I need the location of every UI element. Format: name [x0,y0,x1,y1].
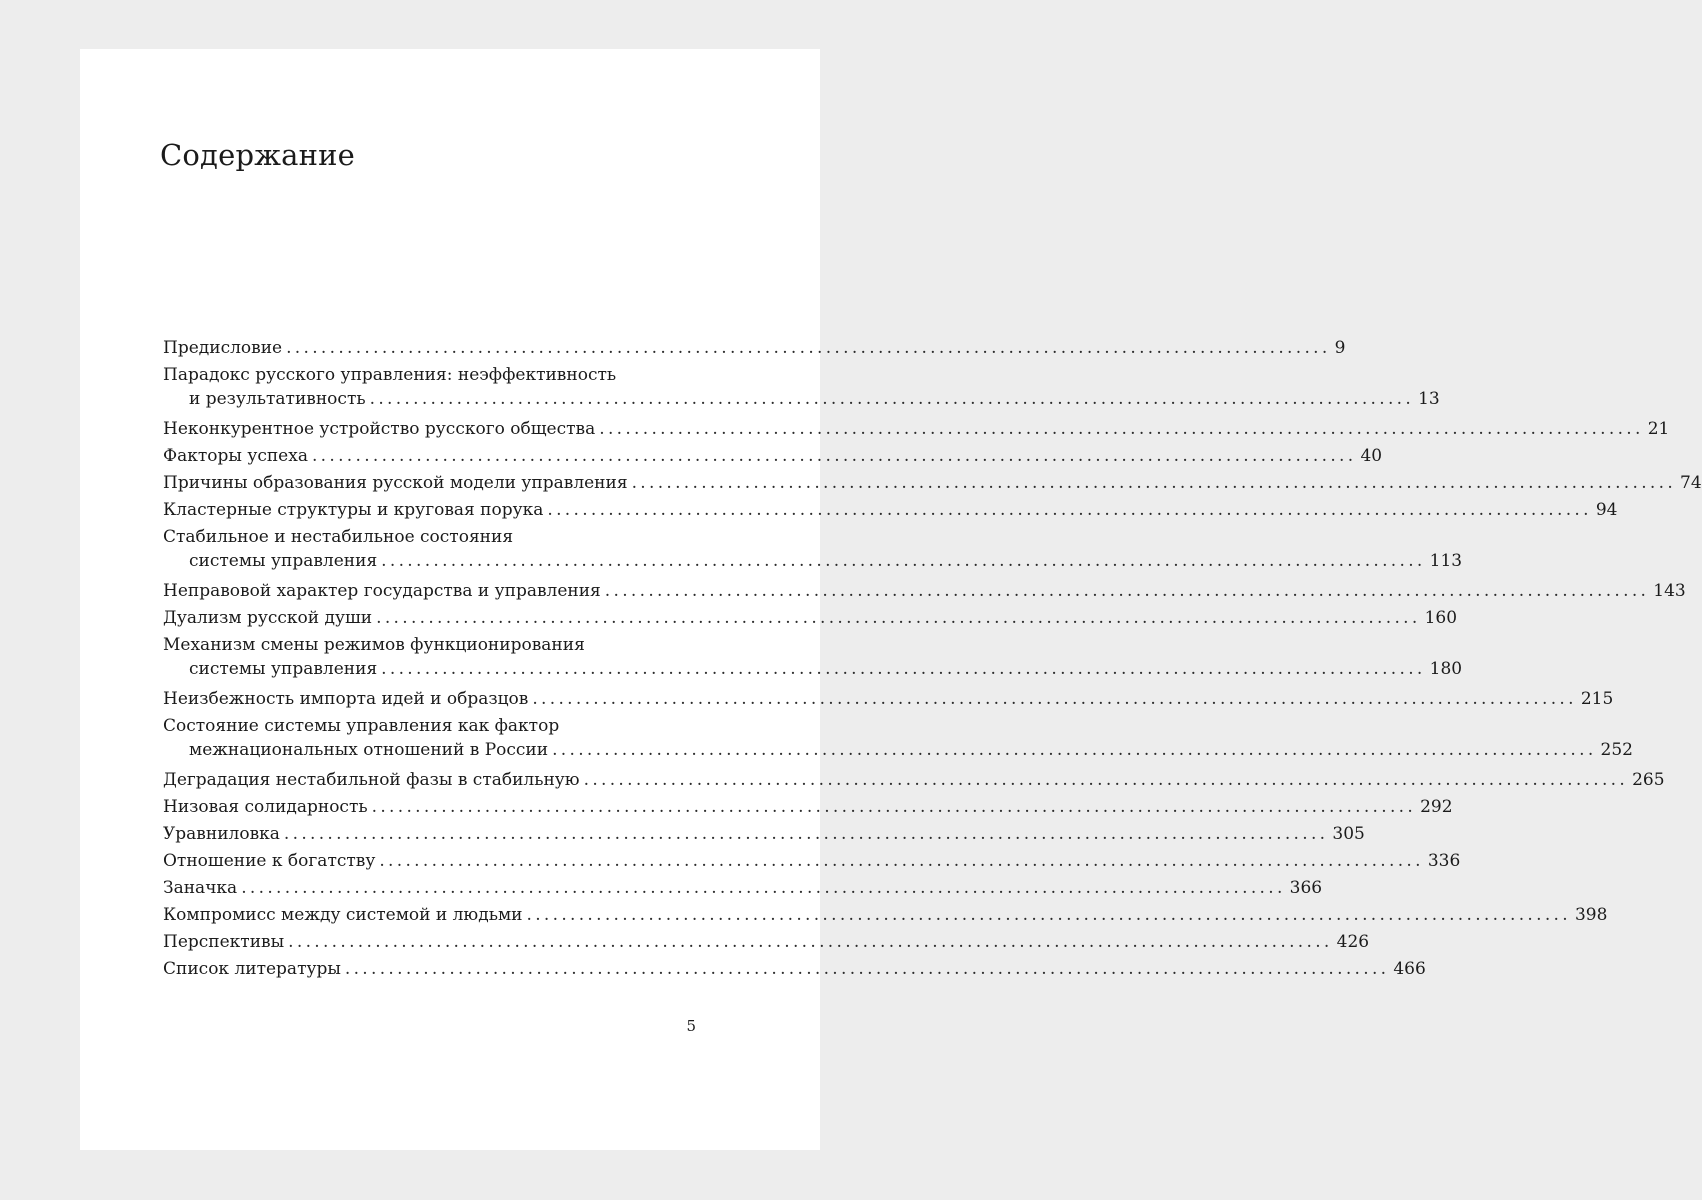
toc-entry-title: Заначка [163,878,238,898]
dot-leader: ........................................................................................................................ [381,659,1426,679]
toc-page-number: 74 [1680,473,1702,493]
dot-leader: ........................................................................................................................ [371,797,1417,817]
toc-entry-title: Парадокс русского управления: неэффективность [163,365,617,385]
toc-entry[interactable] [163,822,1365,846]
toc-entry[interactable] [163,633,1463,681]
toc-entry-title: Неизбежность импорта идей и образцов [163,689,529,709]
toc-entry-title: Причины образования русской модели управления [163,473,628,493]
toc-page-number: 466 [1393,959,1426,979]
toc-page-number: 21 [1647,419,1670,439]
toc-entry[interactable] [163,876,1323,900]
toc-entry[interactable] [163,795,1453,819]
toc-entry[interactable] [163,363,1440,411]
dot-leader: ........................................................................................................................ [604,581,1650,601]
dot-leader: ........................................................................................................................ [344,959,1390,979]
dot-leader: ........................................................................................................................ [286,338,1331,358]
toc-entry-title-continued: системы управления [189,551,378,571]
toc-page-number: 143 [1653,581,1686,601]
dot-leader: ........................................................................................................................ [311,446,1357,466]
toc-entry[interactable] [163,849,1461,873]
toc-page-number: 180 [1429,659,1463,679]
toc-page-number: 94 [1595,500,1618,520]
toc-entry-title: Отношение к богатству [163,851,376,871]
toc-entry[interactable] [163,525,1463,573]
toc-entry-title: Низовая солидарность [163,797,368,817]
toc-entry[interactable] [163,714,1633,762]
dot-leader: ........................................................................................................................ [552,740,1597,760]
toc-page-number: 160 [1424,608,1458,628]
dot-leader: ........................................................................................................................ [379,851,1424,871]
toc-entry[interactable] [163,471,1702,495]
toc-entry-title: Перспективы [163,932,285,952]
toc-entry-title: Дуализм русской души [163,608,373,628]
dot-leader: ........................................................................................................................ [376,608,1421,628]
toc-entry-title: Стабильное и нестабильное состояния [163,527,514,547]
table-of-contents [163,336,1702,984]
dot-leader: ........................................................................................................................ [547,500,1592,520]
toc-entry-title: Предисловие [163,338,283,358]
toc-entry[interactable] [163,930,1370,954]
toc-entry-title-continued: и результативность [189,389,366,409]
toc-entry[interactable] [163,336,1346,360]
page-title: Содержание [160,138,356,172]
toc-entry[interactable] [163,579,1686,603]
dot-leader: ........................................................................................................................ [369,389,1415,409]
toc-entry[interactable] [163,417,1670,441]
toc-page-number: 265 [1632,770,1665,790]
toc-entry[interactable] [163,606,1458,630]
toc-entry[interactable] [163,903,1608,927]
toc-page-number: 305 [1332,824,1365,844]
toc-page-number: 13 [1418,389,1440,409]
toc-entry-title-continued: системы управления [189,659,378,679]
toc-entry-title: Кластерные структуры и круговая порука [163,500,544,520]
toc-entry-title: Состояние системы управления как фактор [163,716,560,736]
toc-page-number: 336 [1427,851,1461,871]
toc-entry[interactable] [163,498,1618,522]
toc-entry-title: Компромисс между системой и людьми [163,905,523,925]
dot-leader: ........................................................................................................................ [599,419,1644,439]
toc-entry-title: Механизм смены режимов функционирования [163,635,585,655]
toc-entry[interactable] [163,444,1383,468]
dot-leader: ........................................................................................................................ [631,473,1677,493]
page-number-folio: 5 [686,1017,696,1035]
toc-page-number: 398 [1574,905,1608,925]
toc-page-number: 366 [1289,878,1323,898]
toc-entry[interactable] [163,957,1426,981]
toc-entry-title-continued: межнациональных отношений в России [189,740,549,760]
toc-entry-title: Неправовой характер государства и управления [163,581,601,601]
dot-leader: ........................................................................................................................ [583,770,1629,790]
book-page [80,49,1702,1150]
dot-leader: ........................................................................................................................ [241,878,1286,898]
toc-page-number: 40 [1360,446,1383,466]
toc-page-number: 113 [1429,551,1463,571]
toc-page-number: 252 [1600,740,1633,760]
toc-entry-title: Факторы успеха [163,446,308,466]
dot-leader: ........................................................................................................................ [283,824,1329,844]
toc-entry-title: Неконкурентное устройство русского общества [163,419,596,439]
toc-entry[interactable] [163,768,1665,792]
toc-page-number: 9 [1334,338,1346,358]
toc-page-number: 426 [1336,932,1370,952]
dot-leader: ........................................................................................................................ [532,689,1577,709]
dot-leader: ........................................................................................................................ [288,932,1333,952]
toc-entry-title: Деградация нестабильной фазы в стабильную [163,770,580,790]
toc-page-number: 292 [1420,797,1453,817]
toc-entry-title: Уравниловка [163,824,280,844]
dot-leader: ........................................................................................................................ [526,905,1571,925]
toc-entry[interactable] [163,687,1614,711]
toc-entry-title: Список литературы [163,959,341,979]
toc-page-number: 215 [1580,689,1614,709]
dot-leader: ........................................................................................................................ [381,551,1426,571]
